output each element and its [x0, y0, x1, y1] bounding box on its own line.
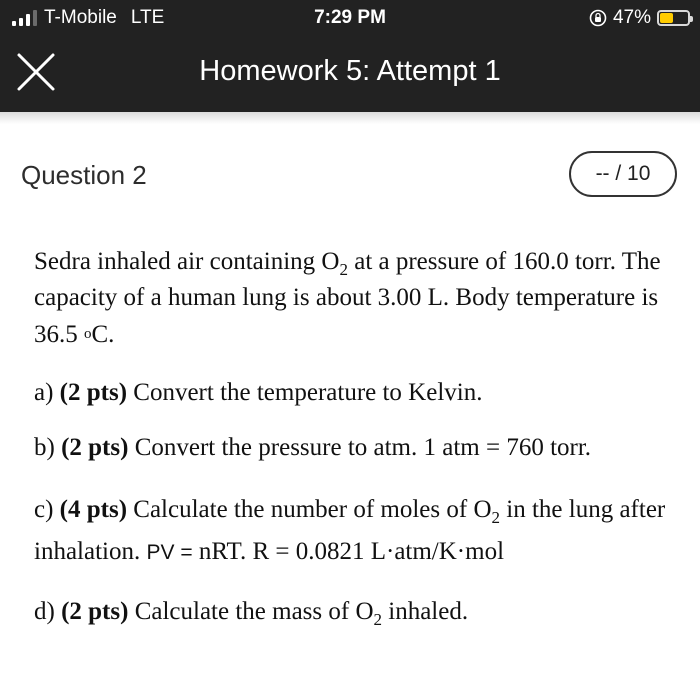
part-b-text: Convert the pressure to atm. 1 atm = 760 torr. — [128, 434, 592, 461]
part-d-label: d) — [34, 598, 62, 625]
part-c-text-1: Calculate the number of moles of O — [127, 496, 492, 523]
battery-percent: 47% — [612, 7, 651, 28]
app-header — [0, 0, 700, 112]
part-c-text-2: in the lung after inhalation. — [34, 496, 666, 565]
part-b-label: b) — [34, 434, 62, 461]
page-title: Homework 5: Attempt 1 — [199, 55, 501, 87]
battery-tip — [690, 16, 693, 22]
part-d — [34, 598, 684, 629]
part-c-text-3: nRT. R = 0.0821 L·atm/K·mol — [192, 538, 505, 565]
part-d-subscript: 2 — [373, 610, 383, 629]
battery-level-fill — [660, 13, 673, 23]
part-b-points: (2 pts) — [61, 434, 129, 461]
points-badge: -- / 10 — [569, 151, 677, 197]
degree-symbol: o — [84, 326, 92, 342]
part-d-points: (2 pts) — [61, 598, 129, 625]
part-d-text-1: Calculate the mass of O — [128, 598, 374, 625]
header-shadow — [0, 112, 700, 124]
status-right — [589, 7, 690, 29]
battery-icon — [657, 10, 690, 26]
part-c-label: c) — [34, 496, 60, 523]
intro-text-2: at a pressure of 160.0 torr. The capacity of a human lung is about 3.00 L. Body temperature is 36.5 — [34, 248, 661, 348]
part-c — [34, 489, 684, 574]
orientation-lock-icon — [589, 9, 607, 27]
status-bar — [0, 0, 700, 40]
network-type: LTE — [130, 7, 165, 28]
part-c-points: (4 pts) — [59, 496, 128, 523]
intro-subscript: 2 — [339, 260, 348, 279]
intro-text-1: Sedra inhaled air containing O — [34, 248, 340, 275]
part-c-subscript: 2 — [491, 508, 501, 527]
part-d-text-2: inhaled. — [382, 598, 469, 625]
question-intro — [34, 244, 684, 353]
question-body — [34, 244, 684, 629]
part-a-label: a) — [34, 379, 60, 406]
part-a — [34, 379, 684, 407]
intro-text-3: C. — [91, 321, 115, 348]
part-c-formula-label: PV = — [146, 541, 193, 564]
part-a-text: Convert the temperature to Kelvin. — [127, 379, 483, 406]
question-title: Question 2 — [21, 160, 147, 190]
carrier-name: T-Mobile — [44, 7, 117, 28]
part-a-points: (2 pts) — [59, 379, 128, 406]
nav-bar — [0, 40, 700, 112]
status-time: 7:29 PM — [314, 7, 386, 28]
part-b — [34, 434, 684, 462]
